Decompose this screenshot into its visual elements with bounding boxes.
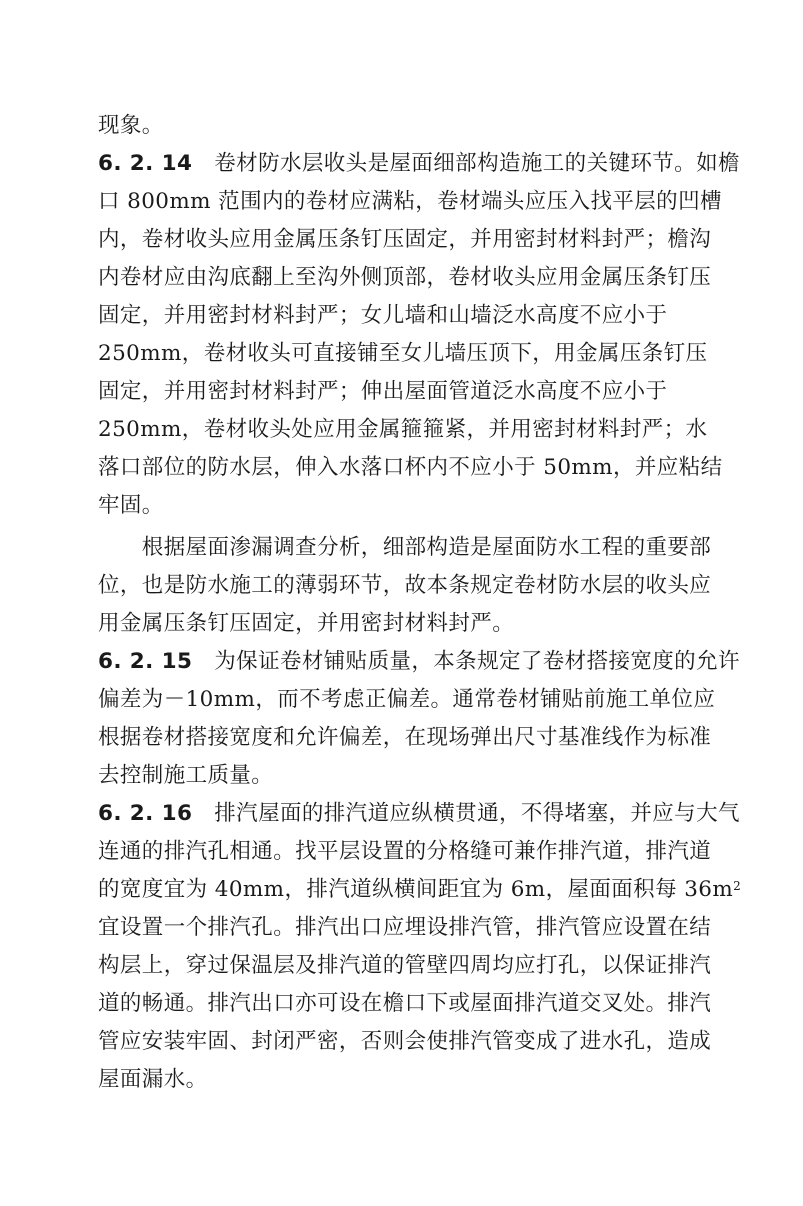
- superscript: 2: [733, 879, 742, 893]
- text-line: 内，卷材收头应用金属压条钉压固定，并用密封材料封严；檐沟: [98, 227, 712, 252]
- text-line: 连通的排汽孔相通。找平层设置的分格缝可兼作排汽道，排汽道: [98, 839, 712, 864]
- text-line: 去控制施工质量。: [98, 763, 274, 788]
- text-line: 根据卷材搭接宽度和允许偏差，在现场弹出尺寸基准线作为标准: [98, 725, 712, 750]
- text-line: 6. 2. 14 卷材防水层收头是屋面细部构造施工的关键环节。如檐: [98, 151, 740, 176]
- text-line: 构层上，穿过保温层及排汽道的管壁四周均应打孔，以保证排汽: [98, 953, 712, 978]
- clause-number: 6. 2. 15: [98, 649, 193, 674]
- clause-number: 6. 2. 16: [98, 801, 193, 826]
- text-line: 内卷材应由沟底翻上至沟外侧顶部，卷材收头应用金属压条钉压: [98, 265, 712, 290]
- text-line: 固定，并用密封材料封严；伸出屋面管道泛水高度不应小于: [98, 379, 668, 404]
- text-line: 现象。: [98, 113, 164, 138]
- clause-number: 6. 2. 14: [98, 151, 193, 176]
- text-line: 250mm，卷材收头处应用金属箍箍紧，并用密封材料封严；水: [98, 417, 708, 442]
- text-line: 口 800mm 范围内的卷材应满粘，卷材端头应压入找平层的凹槽: [98, 189, 722, 214]
- text-line: 6. 2. 15 为保证卷材铺贴质量，本条规定了卷材搭接宽度的允许: [98, 649, 740, 674]
- text-line: 牢固。: [98, 493, 164, 518]
- text-line: 250mm，卷材收头可直接铺至女儿墙压顶下，用金属压条钉压: [98, 341, 708, 366]
- text-line: 管应安装牢固、封闭严密，否则会使排汽管变成了进水孔，造成: [98, 1029, 712, 1054]
- text-line: 落口部位的防水层，伸入水落口杯内不应小于 50mm，并应粘结: [98, 455, 723, 480]
- text-line: 用金属压条钉压固定，并用密封材料封严。: [98, 611, 515, 636]
- text-line: 道的畅通。排汽出口亦可设在檐口下或屋面排汽道交叉处。排汽: [98, 991, 712, 1016]
- text-line: 的宽度宜为 40mm，排汽道纵横间距宜为 6m，屋面面积每 $36m^2$: [98, 877, 742, 902]
- text-line: 宜设置一个排汽孔。排汽出口应埋设排汽管，排汽管应设置在结: [98, 915, 712, 940]
- text-line: 根据屋面渗漏调查分析，细部构造是屋面防水工程的重要部: [98, 535, 712, 560]
- text-line: 屋面漏水。: [98, 1067, 208, 1092]
- text-line: 位，也是防水施工的薄弱环节，故本条规定卷材防水层的收头应: [98, 573, 712, 598]
- text-line: 偏差为－10mm，而不考虑正偏差。通常卷材铺贴前施工单位应: [98, 687, 716, 712]
- text-line: 6. 2. 16 排汽屋面的排汽道应纵横贯通，不得堵塞，并应与大气: [98, 801, 740, 826]
- text-line: 固定，并用密封材料封严；女儿墙和山墙泛水高度不应小于: [98, 303, 668, 328]
